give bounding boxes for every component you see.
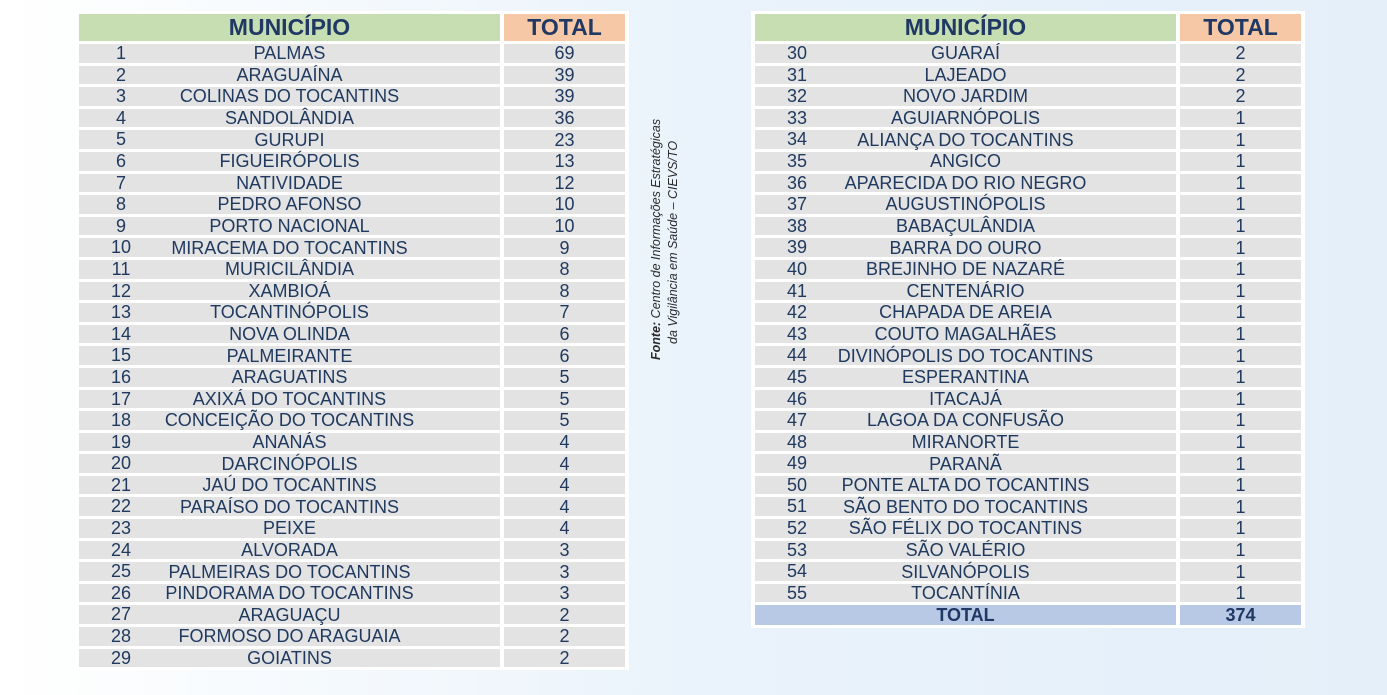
municipio-name: COUTO MAGALHÃES	[874, 324, 1057, 345]
municipio-name: ARAGUAÍNA	[236, 64, 343, 85]
total-cell: 1	[1180, 325, 1301, 344]
municipio-name: PALMEIRAS DO TOCANTINS	[168, 561, 411, 582]
table-row	[79, 627, 625, 646]
row-number: 36	[786, 172, 808, 193]
row-number: 10	[110, 237, 132, 258]
municipio-name: MIRANORTE	[911, 431, 1020, 452]
municipio-cell	[755, 346, 1176, 365]
footer-total-value: 374	[1180, 605, 1301, 625]
table-row	[79, 66, 625, 85]
row-number: 38	[786, 215, 808, 236]
row-number: 46	[786, 388, 808, 409]
municipio-cell	[79, 605, 500, 624]
municipio-cell	[79, 325, 500, 344]
table-row	[79, 519, 625, 538]
row-number: 9	[115, 215, 126, 236]
row-number: 51	[786, 496, 808, 517]
row-number: 3	[115, 86, 126, 107]
table-row	[79, 130, 625, 149]
total-cell: 7	[504, 303, 625, 322]
municipio-name: COLINAS DO TOCANTINS	[179, 86, 400, 107]
table-row	[79, 325, 625, 344]
total-cell: 13	[504, 152, 625, 171]
table-row	[79, 497, 625, 516]
municipio-name: CENTENÁRIO	[906, 280, 1025, 301]
table-row	[755, 346, 1301, 365]
row-number: 20	[110, 453, 132, 474]
table-row	[79, 109, 625, 128]
municipio-name: SILVANÓPOLIS	[901, 561, 1030, 582]
total-cell: 1	[1180, 519, 1301, 538]
total-cell: 6	[504, 346, 625, 365]
municipio-name: MURICILÂNDIA	[224, 259, 354, 280]
total-cell: 2	[504, 649, 625, 668]
municipio-name: TOCANTINÓPOLIS	[210, 302, 369, 323]
row-number: 40	[786, 258, 808, 279]
total-cell: 1	[1180, 346, 1301, 365]
source-note	[648, 50, 682, 360]
table-row	[755, 497, 1301, 516]
total-cell: 2	[1180, 44, 1301, 63]
header-total: TOTAL	[1180, 14, 1301, 41]
row-number: 41	[786, 280, 808, 301]
row-number: 32	[786, 86, 808, 107]
table-row	[755, 195, 1301, 214]
total-cell: 69	[504, 44, 625, 63]
row-number: 42	[786, 302, 808, 323]
municipio-cell	[79, 217, 500, 236]
municipio-name: BARRA DO OURO	[889, 237, 1042, 258]
table-row	[79, 562, 625, 581]
row-number: 53	[786, 539, 808, 560]
municipio-cell	[79, 195, 500, 214]
source-line-2: da Vigilância em Saúde – CIEVS/TO	[666, 140, 680, 344]
total-cell: 1	[1180, 303, 1301, 322]
municipio-cell	[79, 584, 500, 603]
total-cell: 9	[504, 238, 625, 257]
header-municipio: MUNICÍPIO	[79, 14, 500, 41]
municipio-cell	[79, 66, 500, 85]
row-number: 27	[110, 604, 132, 625]
row-number: 12	[110, 280, 132, 301]
municipio-name: ANGICO	[929, 151, 1001, 172]
total-cell: 39	[504, 66, 625, 85]
municipio-name: NOVO JARDIM	[902, 86, 1028, 107]
municipio-cell	[755, 476, 1176, 495]
table-row	[755, 454, 1301, 473]
municipio-cell	[79, 627, 500, 646]
row-number: 54	[786, 561, 808, 582]
total-cell: 1	[1180, 238, 1301, 257]
municipio-cell	[755, 519, 1176, 538]
row-number: 14	[110, 323, 132, 344]
table-row	[79, 282, 625, 301]
row-number: 31	[786, 64, 808, 85]
municipio-cell	[79, 519, 500, 538]
row-number: 13	[110, 302, 132, 323]
municipio-cell	[755, 562, 1176, 581]
row-number: 47	[786, 410, 808, 431]
table-row	[755, 87, 1301, 106]
municipio-name: MIRACEMA DO TOCANTINS	[171, 237, 408, 258]
row-number: 7	[115, 172, 126, 193]
row-number: 39	[786, 237, 808, 258]
municipio-name: TOCANTÍNIA	[911, 583, 1020, 604]
municipio-cell	[79, 433, 500, 452]
municipio-name: SÃO FÉLIX DO TOCANTINS	[848, 518, 1083, 539]
total-cell: 4	[504, 519, 625, 538]
municipio-cell	[79, 152, 500, 171]
total-cell: 12	[504, 174, 625, 193]
row-number: 34	[786, 129, 808, 150]
row-number: 49	[786, 453, 808, 474]
total-cell: 1	[1180, 476, 1301, 495]
total-cell: 1	[1180, 109, 1301, 128]
table-row	[755, 130, 1301, 149]
municipio-cell	[79, 282, 500, 301]
municipality-table-right	[751, 11, 1305, 628]
total-cell: 1	[1180, 433, 1301, 452]
table-row	[755, 411, 1301, 430]
table-row	[755, 562, 1301, 581]
municipio-name: ALVORADA	[241, 539, 338, 560]
municipio-cell	[79, 454, 500, 473]
row-number: 1	[115, 43, 126, 63]
row-number: 24	[110, 539, 132, 560]
municipio-name: AUGUSTINÓPOLIS	[885, 194, 1046, 215]
municipio-name: ANANÁS	[252, 431, 327, 452]
table-row	[755, 303, 1301, 322]
table-row	[79, 584, 625, 603]
table-row	[79, 87, 625, 106]
municipio-name: CONCEIÇÃO DO TOCANTINS	[164, 410, 415, 431]
municipio-cell	[79, 87, 500, 106]
municipio-name: PARAÍSO DO TOCANTINS	[179, 496, 400, 517]
table-row	[755, 368, 1301, 387]
table-row	[79, 476, 625, 495]
municipio-name: PINDORAMA DO TOCANTINS	[165, 583, 414, 604]
municipio-name: LAJEADO	[924, 64, 1007, 85]
municipio-cell	[79, 411, 500, 430]
total-cell: 4	[504, 497, 625, 516]
total-cell: 39	[504, 87, 625, 106]
municipio-cell	[755, 130, 1176, 149]
municipio-cell	[755, 497, 1176, 516]
row-number: 21	[110, 474, 132, 495]
municipio-name: CHAPADA DE AREIA	[879, 302, 1052, 323]
municipio-name: JAÚ DO TOCANTINS	[202, 475, 377, 496]
municipio-cell	[79, 44, 500, 63]
total-cell: 1	[1180, 497, 1301, 516]
table-row	[79, 174, 625, 193]
municipio-cell	[755, 174, 1176, 193]
table-row	[79, 390, 625, 409]
row-number: 6	[115, 150, 126, 171]
table-row	[755, 66, 1301, 85]
table-row	[79, 260, 625, 279]
table-footer-total	[755, 605, 1301, 625]
total-cell: 2	[504, 605, 625, 624]
municipio-cell	[79, 346, 500, 365]
row-number: 16	[110, 366, 132, 387]
row-number: 35	[786, 150, 808, 171]
row-number: 44	[786, 345, 808, 366]
municipio-cell	[755, 109, 1176, 128]
row-number: 18	[110, 410, 132, 431]
table-row	[79, 346, 625, 365]
municipio-cell	[79, 368, 500, 387]
municipio-cell	[755, 195, 1176, 214]
table-row	[755, 282, 1301, 301]
total-cell: 36	[504, 109, 625, 128]
total-cell: 2	[1180, 66, 1301, 85]
table-row	[79, 303, 625, 322]
municipio-cell	[755, 238, 1176, 257]
municipio-cell	[79, 109, 500, 128]
municipio-cell	[79, 303, 500, 322]
municipio-name: XAMBIOÁ	[248, 280, 331, 301]
municipio-name: ITACAJÁ	[929, 388, 1002, 409]
row-number: 11	[111, 258, 131, 279]
total-cell: 5	[504, 368, 625, 387]
row-number: 25	[110, 561, 132, 582]
table-row	[755, 541, 1301, 560]
header-total: TOTAL	[504, 14, 625, 41]
municipio-cell	[79, 174, 500, 193]
total-cell: 1	[1180, 217, 1301, 236]
table-row	[79, 454, 625, 473]
source-line-1: Centro de Informações Estratégicas	[649, 118, 663, 319]
municipio-name: APARECIDA DO RIO NEGRO	[844, 172, 1087, 193]
municipio-cell	[79, 649, 500, 668]
footer-total-label: TOTAL	[755, 605, 1176, 625]
total-cell: 8	[504, 282, 625, 301]
municipio-cell	[755, 454, 1176, 473]
table-row	[755, 584, 1301, 603]
row-number: 50	[786, 474, 808, 495]
municipio-cell	[755, 87, 1176, 106]
municipio-name: SÃO BENTO DO TOCANTINS	[842, 496, 1089, 517]
municipio-name: BREJINHO DE NAZARÉ	[865, 259, 1066, 280]
municipio-name: ARAGUATINS	[231, 367, 348, 388]
municipio-cell	[755, 303, 1176, 322]
municipio-cell	[755, 584, 1176, 603]
total-cell: 1	[1180, 411, 1301, 430]
municipio-cell	[755, 66, 1176, 85]
total-cell: 3	[504, 584, 625, 603]
total-cell: 4	[504, 476, 625, 495]
municipio-cell	[79, 562, 500, 581]
municipio-name: GUARAÍ	[930, 43, 1000, 64]
total-cell: 1	[1180, 562, 1301, 581]
municipio-cell	[755, 541, 1176, 560]
total-cell: 2	[1180, 87, 1301, 106]
table-row	[79, 217, 625, 236]
table-row	[755, 152, 1301, 171]
total-cell: 1	[1180, 584, 1301, 603]
table-row	[755, 390, 1301, 409]
municipio-name: PARANÃ	[929, 453, 1002, 474]
total-cell: 1	[1180, 195, 1301, 214]
row-number: 5	[115, 129, 126, 150]
municipio-cell	[755, 260, 1176, 279]
table-row	[79, 541, 625, 560]
row-number: 15	[110, 345, 132, 366]
municipio-name: DIVINÓPOLIS DO TOCANTINS	[837, 345, 1094, 366]
municipio-cell	[755, 390, 1176, 409]
total-cell: 4	[504, 433, 625, 452]
total-cell: 10	[504, 195, 625, 214]
table-row	[755, 519, 1301, 538]
municipio-cell	[79, 497, 500, 516]
total-cell: 10	[504, 217, 625, 236]
table-row	[79, 238, 625, 257]
table-row	[79, 411, 625, 430]
municipio-name: GOIATINS	[247, 647, 332, 668]
municipio-cell	[755, 44, 1176, 63]
municipio-cell	[755, 411, 1176, 430]
municipio-name: ESPERANTINA	[901, 367, 1030, 388]
total-cell: 1	[1180, 174, 1301, 193]
municipio-cell	[79, 476, 500, 495]
row-number: 22	[110, 496, 132, 517]
municipio-cell	[79, 390, 500, 409]
table-row	[755, 217, 1301, 236]
municipio-cell	[755, 325, 1176, 344]
municipio-name: AGUIARNÓPOLIS	[890, 108, 1041, 129]
total-cell: 1	[1180, 454, 1301, 473]
table-row	[755, 238, 1301, 257]
municipio-name: PEDRO AFONSO	[217, 194, 362, 215]
municipio-name: ARAGUAÇU	[238, 604, 341, 625]
total-cell: 4	[504, 454, 625, 473]
table-row	[79, 195, 625, 214]
municipio-name: FORMOSO DO ARAGUAIA	[178, 626, 401, 647]
municipio-cell	[755, 433, 1176, 452]
row-number: 52	[786, 518, 808, 539]
total-cell: 23	[504, 130, 625, 149]
municipio-name: PALMAS	[253, 43, 326, 64]
municipio-name: PONTE ALTA DO TOCANTINS	[841, 475, 1090, 496]
table-row	[79, 152, 625, 171]
header-municipio: MUNICÍPIO	[755, 14, 1176, 41]
municipio-name: ALIANÇA DO TOCANTINS	[857, 129, 1074, 150]
total-cell: 1	[1180, 368, 1301, 387]
municipio-name: SANDOLÂNDIA	[224, 108, 355, 129]
total-cell: 8	[504, 260, 625, 279]
row-number: 28	[110, 626, 132, 647]
row-number: 19	[110, 431, 132, 452]
total-cell: 1	[1180, 152, 1301, 171]
row-number: 4	[115, 107, 126, 128]
municipio-name: LAGOA DA CONFUSÃO	[866, 410, 1065, 431]
row-number: 43	[786, 323, 808, 344]
municipio-name: FIGUEIRÓPOLIS	[219, 151, 360, 172]
row-number: 55	[786, 582, 808, 603]
municipio-name: SÃO VALÉRIO	[905, 539, 1026, 560]
table-row	[79, 433, 625, 452]
table-row	[755, 325, 1301, 344]
municipio-cell	[755, 368, 1176, 387]
total-cell: 5	[504, 411, 625, 430]
municipio-name: DARCINÓPOLIS	[221, 453, 358, 474]
total-cell: 6	[504, 325, 625, 344]
row-number: 2	[115, 64, 126, 85]
table-row	[79, 605, 625, 624]
municipio-name: PALMEIRANTE	[226, 345, 353, 366]
table-row	[79, 368, 625, 387]
table-row	[79, 44, 625, 63]
row-number: 26	[110, 582, 132, 603]
total-cell: 3	[504, 541, 625, 560]
total-cell: 1	[1180, 390, 1301, 409]
row-number: 8	[115, 194, 126, 215]
municipio-name: PEIXE	[262, 518, 317, 539]
municipio-cell	[755, 217, 1176, 236]
municipio-name: BABAÇULÂNDIA	[895, 216, 1036, 237]
row-number: 37	[786, 194, 808, 215]
total-cell: 2	[504, 627, 625, 646]
table-row	[755, 44, 1301, 63]
row-number: 23	[110, 518, 132, 539]
municipio-name: GURUPI	[254, 129, 325, 150]
total-cell: 1	[1180, 282, 1301, 301]
total-cell: 5	[504, 390, 625, 409]
municipio-name: NATIVIDADE	[236, 172, 343, 193]
row-number: 30	[786, 43, 808, 63]
total-cell: 1	[1180, 260, 1301, 279]
source-label: Fonte:	[649, 321, 663, 360]
table-row	[755, 433, 1301, 452]
municipio-cell	[79, 541, 500, 560]
municipality-table-left	[75, 11, 629, 670]
total-cell: 1	[1180, 130, 1301, 149]
total-cell: 1	[1180, 541, 1301, 560]
municipio-cell	[79, 260, 500, 279]
row-number: 48	[786, 431, 808, 452]
municipio-name: PORTO NACIONAL	[209, 216, 370, 237]
row-number: 33	[786, 107, 808, 128]
table-row	[755, 476, 1301, 495]
total-cell: 3	[504, 562, 625, 581]
table-row	[755, 109, 1301, 128]
municipio-name: AXIXÁ DO TOCANTINS	[192, 388, 387, 409]
municipio-cell	[79, 130, 500, 149]
municipio-cell	[79, 238, 500, 257]
table-row	[755, 260, 1301, 279]
municipio-cell	[755, 282, 1176, 301]
row-number: 45	[786, 366, 808, 387]
table-row	[755, 174, 1301, 193]
row-number: 29	[110, 647, 132, 668]
municipio-name: NOVA OLINDA	[229, 324, 350, 345]
table-row	[79, 649, 625, 668]
row-number: 17	[110, 388, 132, 409]
municipio-cell	[755, 152, 1176, 171]
